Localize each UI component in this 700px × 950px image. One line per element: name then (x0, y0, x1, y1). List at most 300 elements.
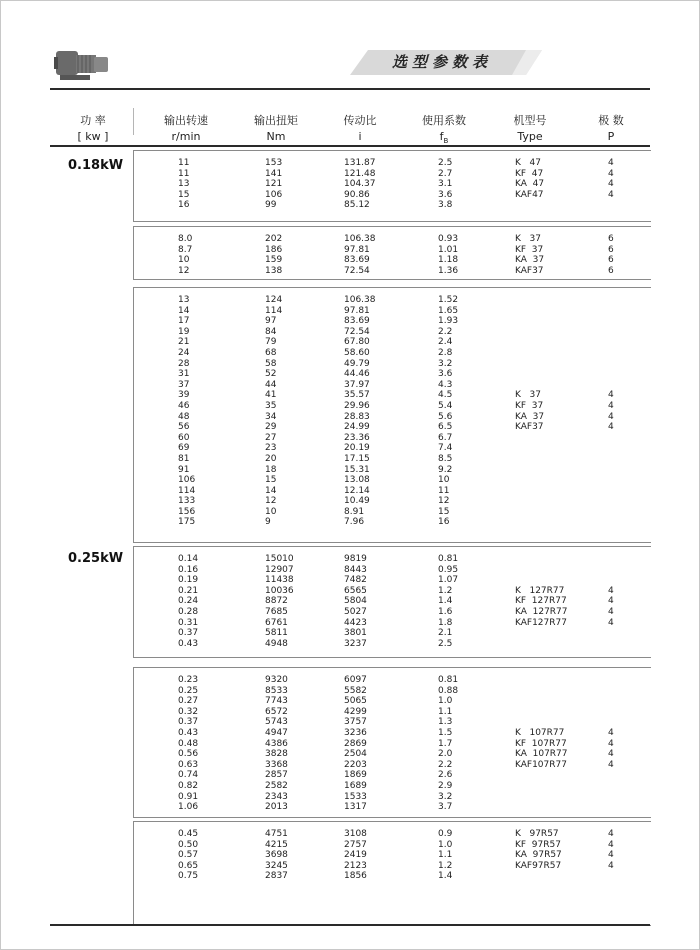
table-cell: 4299 (344, 706, 367, 717)
poles-cell: 4 (608, 617, 614, 628)
table-cell: 23.36 (344, 432, 370, 443)
table-cell: 0.24 (178, 596, 199, 607)
table-cell: 106.38 (344, 295, 376, 305)
table-cell: 0.81 (438, 675, 459, 685)
table-cell: 11 (178, 168, 190, 179)
table-cell: 1.8 (438, 617, 453, 628)
table-cell: 0.37 (178, 628, 199, 639)
table-cell: 37 (178, 379, 190, 390)
table-cell: 13 (178, 179, 190, 190)
table-cell: 1.01 (438, 244, 459, 255)
table-cell: 1869 (344, 770, 367, 781)
table-cell: 0.74 (178, 770, 199, 781)
speed-column (178, 554, 198, 649)
table-cell: 2.0 (438, 749, 453, 760)
table-cell: 2837 (265, 871, 288, 882)
table-cell: 2013 (265, 802, 288, 813)
table-cell: 69 (178, 443, 190, 454)
table-cell: 0.16 (178, 564, 199, 575)
type-cell: KA 127R77 (515, 606, 568, 617)
table-cell: 37.97 (344, 379, 370, 390)
table-cell: 3.2 (438, 791, 453, 802)
table-cell: 81 (178, 453, 190, 464)
table-cell: 44 (265, 379, 277, 390)
table-cell: 4751 (265, 829, 288, 839)
table-cell: 84 (265, 326, 277, 337)
table-cell: 5582 (344, 685, 367, 696)
table-cell: 2.5 (438, 638, 453, 649)
table-cell: 9320 (265, 675, 288, 685)
table-cell: 79 (265, 337, 277, 348)
table-cell: 7685 (265, 606, 288, 617)
table-cell: 7.4 (438, 443, 453, 454)
type-cell: KA 47 (515, 179, 545, 190)
table-cell: 15 (265, 475, 277, 486)
type-column (515, 728, 568, 770)
table-cell: 2504 (344, 749, 367, 760)
power-label: 0.25kW (68, 551, 124, 566)
header-speed: 输出转速 r/min (164, 114, 208, 143)
table-cell: 0.43 (178, 727, 199, 738)
table-cell: 7.96 (344, 517, 365, 528)
table-cell: 2757 (344, 839, 367, 850)
table-cell: 48 (178, 411, 190, 422)
table-cell: 0.63 (178, 759, 199, 770)
table-cell: 11 (438, 485, 450, 496)
table-cell: 1.52 (438, 295, 459, 305)
table-cell: 28.83 (344, 411, 370, 422)
table-cell: 85.12 (344, 200, 370, 211)
table-cell: 1.2 (438, 585, 453, 596)
table-bottom-rule (50, 924, 650, 926)
table-cell: 1317 (344, 802, 367, 813)
table-cell: 3828 (265, 749, 288, 760)
table-cell: 0.75 (178, 871, 199, 882)
table-cell: 72.54 (344, 326, 370, 337)
table-cell: 4948 (265, 638, 288, 649)
poles-cell: 4 (608, 829, 614, 839)
table-cell: 5804 (344, 596, 367, 607)
poles-column (608, 829, 614, 871)
speed-column (178, 675, 198, 813)
poles-column (608, 586, 614, 628)
table-cell: 106 (265, 189, 283, 200)
table-cell: 202 (265, 234, 283, 244)
table-cell: 3801 (344, 628, 367, 639)
table-cell: 114 (178, 485, 196, 496)
header-torque: 输出扭矩 Nm (254, 114, 298, 143)
table-cell: 41 (265, 390, 277, 401)
table-cell: 10 (438, 475, 450, 486)
poles-cell: 4 (608, 839, 614, 850)
table-cell: 15010 (265, 554, 294, 564)
type-cell: K 37 (515, 390, 541, 401)
table-cell: 1.93 (438, 316, 459, 327)
type-cell: KAF97R57 (515, 860, 562, 871)
table-cell: 90.86 (344, 189, 370, 200)
table-cell: 0.31 (178, 617, 199, 628)
table-cell: 44.46 (344, 369, 370, 380)
table-cell: 186 (265, 244, 283, 255)
speed-column (178, 829, 198, 882)
table-cell: 3368 (265, 759, 288, 770)
table-cell: 1.6 (438, 606, 453, 617)
table-cell: 114 (265, 305, 283, 316)
table-cell: 97.81 (344, 305, 370, 316)
type-column (515, 586, 568, 628)
table-cell: 9 (265, 517, 271, 528)
table-cell: 138 (265, 265, 283, 276)
header-ratio: 传动比 i (343, 114, 377, 143)
table-cell: 131.87 (344, 158, 376, 168)
factor-column (438, 554, 458, 649)
table-cell: 12 (265, 496, 277, 507)
torque-column (265, 234, 282, 276)
table-cell: 2123 (344, 860, 367, 871)
type-cell: K 97R57 (515, 829, 559, 839)
power-label: 0.18kW (68, 158, 124, 173)
speed-column (178, 234, 192, 276)
table-cell: 58 (265, 358, 277, 369)
table-cell: 16 (438, 517, 450, 528)
torque-column (265, 829, 288, 882)
table-cell: 97 (265, 316, 277, 327)
ratio-column (344, 829, 367, 882)
factor-column (438, 158, 452, 211)
table-cell: 4.3 (438, 379, 453, 390)
table-cell: 0.25 (178, 685, 199, 696)
poles-cell: 4 (608, 158, 614, 168)
table-cell: 1.0 (438, 839, 453, 850)
table-cell: 8872 (265, 596, 288, 607)
torque-column (265, 295, 282, 528)
table-cell: 31 (178, 369, 190, 380)
header-power: 功 率 [ kw ] (77, 114, 109, 143)
ratio-column (344, 675, 367, 813)
table-cell: 13.08 (344, 475, 370, 486)
table-cell: 27 (265, 432, 277, 443)
header-type: 机型号 Type (513, 114, 547, 143)
table-cell: 0.57 (178, 850, 199, 861)
table-cell: 17.15 (344, 453, 370, 464)
ratio-column (344, 554, 367, 649)
table-cell: 0.93 (438, 234, 459, 244)
table-cell: 1.07 (438, 575, 459, 586)
table-cell: 153 (265, 158, 283, 168)
table-cell: 8533 (265, 685, 288, 696)
header-factor: 使用系数 $f_B$ (422, 114, 466, 146)
poles-cell: 4 (608, 606, 614, 617)
table-cell: 5743 (265, 717, 288, 728)
poles-cell: 6 (608, 234, 614, 244)
type-cell: KA 37 (515, 411, 545, 422)
table-cell: 3237 (344, 638, 367, 649)
header-poles: 极 数 P (598, 114, 624, 143)
table-cell: 6097 (344, 675, 367, 685)
table-cell: 1856 (344, 871, 367, 882)
table-group (133, 546, 651, 658)
table-cell: 0.88 (438, 685, 459, 696)
table-cell: 19 (178, 326, 190, 337)
type-cell: KAF127R77 (515, 617, 567, 628)
table-cell: 6.7 (438, 432, 453, 443)
table-cell: 9819 (344, 554, 367, 564)
table-cell: 2.1 (438, 628, 453, 639)
table-cell: 14 (265, 485, 277, 496)
table-cell: 6.5 (438, 422, 453, 433)
table-cell: 60 (178, 432, 190, 443)
page-title: 选型参数表 (392, 53, 493, 71)
table-cell: 4.5 (438, 390, 453, 401)
table-group (133, 821, 651, 926)
table-cell: 1689 (344, 780, 367, 791)
table-cell: 83.69 (344, 316, 370, 327)
speed-column (178, 295, 195, 528)
table-cell: 3.6 (438, 369, 453, 380)
type-cell: K 37 (515, 234, 541, 244)
table-cell: 9.2 (438, 464, 453, 475)
table-cell: 1.2 (438, 860, 453, 871)
table-cell: 23 (265, 443, 277, 454)
table-cell: 124 (265, 295, 283, 305)
table-cell: 0.21 (178, 585, 199, 596)
ratio-column (344, 158, 376, 211)
poles-column (608, 234, 614, 276)
table-cell: 6565 (344, 585, 367, 596)
table-cell: 5027 (344, 606, 367, 617)
poles-cell: 4 (608, 860, 614, 871)
table-cell: 0.32 (178, 706, 199, 717)
table-cell: 1.18 (438, 255, 459, 266)
poles-cell: 4 (608, 411, 614, 422)
poles-cell: 4 (608, 422, 614, 433)
table-group (133, 287, 651, 543)
table-cell: 34 (265, 411, 277, 422)
table-cell: 11438 (265, 575, 294, 586)
table-cell: 0.14 (178, 554, 199, 564)
table-cell: 15 (438, 506, 450, 517)
type-cell: KA 97R57 (515, 850, 562, 861)
table-cell: 0.43 (178, 638, 199, 649)
poles-cell: 4 (608, 189, 614, 200)
poles-column (608, 390, 614, 432)
table-cell: 5811 (265, 628, 288, 639)
table-cell: 2857 (265, 770, 288, 781)
table-cell: 1.36 (438, 265, 459, 276)
table-cell: 4423 (344, 617, 367, 628)
type-cell: K 107R77 (515, 728, 565, 738)
table-cell: 3108 (344, 829, 367, 839)
table-cell: 3757 (344, 717, 367, 728)
table-cell: 35.57 (344, 390, 370, 401)
type-cell: KA 37 (515, 255, 545, 266)
table-cell: 2.2 (438, 326, 453, 337)
table-cell: 24.99 (344, 422, 370, 433)
table-cell: 0.65 (178, 860, 199, 871)
table-cell: 2.8 (438, 347, 453, 358)
table-cell: 12 (178, 265, 190, 276)
table-group (133, 667, 651, 818)
table-cell: 0.81 (438, 554, 459, 564)
table-cell: 14 (178, 305, 190, 316)
type-cell: KF 97R57 (515, 839, 561, 850)
table-cell: 18 (265, 464, 277, 475)
header-divider (133, 108, 134, 135)
table-cell: 0.27 (178, 696, 199, 707)
table-cell: 15.31 (344, 464, 370, 475)
table-cell: 1.3 (438, 717, 453, 728)
ratio-column (344, 295, 376, 528)
header-bottom-rule (50, 145, 650, 147)
type-cell: KF 37 (515, 400, 544, 411)
table-cell: 12907 (265, 564, 294, 575)
poles-cell: 6 (608, 255, 614, 266)
table-cell: 35 (265, 400, 277, 411)
table-cell: 10 (265, 506, 277, 517)
table-cell: 6572 (265, 706, 288, 717)
table-cell: 10.49 (344, 496, 370, 507)
type-cell: KAF107R77 (515, 759, 567, 770)
table-cell: 2.5 (438, 158, 453, 168)
table-cell: 3.8 (438, 200, 453, 211)
poles-cell: 4 (608, 596, 614, 607)
poles-cell: 4 (608, 749, 614, 760)
table-cell: 49.79 (344, 358, 370, 369)
table-cell: 5065 (344, 696, 367, 707)
table-cell: 2203 (344, 759, 367, 770)
table-cell: 2.7 (438, 168, 453, 179)
table-cell: 28 (178, 358, 190, 369)
table-cell: 12.14 (344, 485, 370, 496)
factor-column (438, 829, 452, 882)
table-cell: 175 (178, 517, 196, 528)
table-cell: 20 (265, 453, 277, 464)
type-cell: K 47 (515, 158, 541, 168)
type-cell: KA 107R77 (515, 749, 568, 760)
table-cell: 13 (178, 295, 190, 305)
poles-cell: 4 (608, 728, 614, 738)
factor-column (438, 234, 458, 276)
table-cell: 3.2 (438, 358, 453, 369)
table-cell: 12 (438, 496, 450, 507)
table-cell: 1.1 (438, 706, 453, 717)
table-cell: 159 (265, 255, 283, 266)
poles-cell: 4 (608, 179, 614, 190)
table-cell: 106 (178, 475, 196, 486)
poles-column (608, 158, 614, 200)
table-cell: 15 (178, 189, 190, 200)
table-cell: 2582 (265, 780, 288, 791)
type-cell: KAF37 (515, 422, 544, 433)
table-cell: 2419 (344, 850, 367, 861)
table-cell: 10036 (265, 585, 294, 596)
table-cell: 10 (178, 255, 190, 266)
poles-cell: 4 (608, 168, 614, 179)
table-cell: 3245 (265, 860, 288, 871)
table-cell: 0.91 (178, 791, 199, 802)
table-cell: 1.7 (438, 738, 453, 749)
type-cell: KF 47 (515, 168, 544, 179)
table-cell: 16 (178, 200, 190, 211)
table-cell: 7482 (344, 575, 367, 586)
poles-cell: 4 (608, 759, 614, 770)
table-cell: 121 (265, 179, 283, 190)
table-cell: 0.9 (438, 829, 453, 839)
table-cell: 8.91 (344, 506, 365, 517)
table-cell: 91 (178, 464, 190, 475)
type-cell: K 127R77 (515, 585, 565, 596)
table-cell: 1.1 (438, 850, 453, 861)
table-cell: 0.95 (438, 564, 459, 575)
table-cell: 1.4 (438, 596, 453, 607)
table-cell: 2869 (344, 738, 367, 749)
table-cell: 0.82 (178, 780, 199, 791)
table-cell: 46 (178, 400, 190, 411)
table-cell: 3.7 (438, 802, 453, 813)
table-cell: 5.6 (438, 411, 453, 422)
table-cell: 1.5 (438, 727, 453, 738)
type-column (515, 829, 562, 871)
table-cell: 0.37 (178, 717, 199, 728)
table-cell: 2.6 (438, 770, 453, 781)
table-cell: 0.19 (178, 575, 199, 586)
table-cell: 4947 (265, 727, 288, 738)
table-cell: 2.2 (438, 759, 453, 770)
table-cell: 6761 (265, 617, 288, 628)
table-cell: 83.69 (344, 255, 370, 266)
torque-column (265, 554, 294, 649)
table-cell: 0.56 (178, 749, 199, 760)
table-cell: 3.6 (438, 189, 453, 200)
factor-column (438, 295, 458, 528)
table-cell: 97.81 (344, 244, 370, 255)
type-column (515, 390, 544, 432)
type-cell: KF 127R77 (515, 596, 567, 607)
type-cell: KAF37 (515, 265, 544, 276)
table-cell: 121.48 (344, 168, 376, 179)
table-cell: 56 (178, 422, 190, 433)
table-cell: 0.23 (178, 675, 199, 685)
table-cell: 29.96 (344, 400, 370, 411)
table-cell: 4215 (265, 839, 288, 850)
type-column (515, 234, 544, 276)
table-cell: 67.80 (344, 337, 370, 348)
table-cell: 58.60 (344, 347, 370, 358)
table-cell: 3698 (265, 850, 288, 861)
table-cell: 24 (178, 347, 190, 358)
table-cell: 156 (178, 506, 196, 517)
table-cell: 0.50 (178, 839, 199, 850)
poles-column (608, 728, 614, 770)
speed-column (178, 158, 189, 211)
poles-cell: 6 (608, 244, 614, 255)
table-cell: 4386 (265, 738, 288, 749)
header-top-rule (50, 88, 650, 90)
table-cell: 3236 (344, 727, 367, 738)
table-cell: 141 (265, 168, 283, 179)
table-cell: 8.5 (438, 453, 453, 464)
table-cell: 11 (178, 158, 190, 168)
table-cell: 0.48 (178, 738, 199, 749)
table-group (133, 226, 651, 280)
table-cell: 8443 (344, 564, 367, 575)
table-cell: 72.54 (344, 265, 370, 276)
table-cell: 7743 (265, 696, 288, 707)
poles-cell: 4 (608, 390, 614, 401)
table-cell: 2.4 (438, 337, 453, 348)
table-cell: 68 (265, 347, 277, 358)
type-cell: KF 37 (515, 244, 544, 255)
